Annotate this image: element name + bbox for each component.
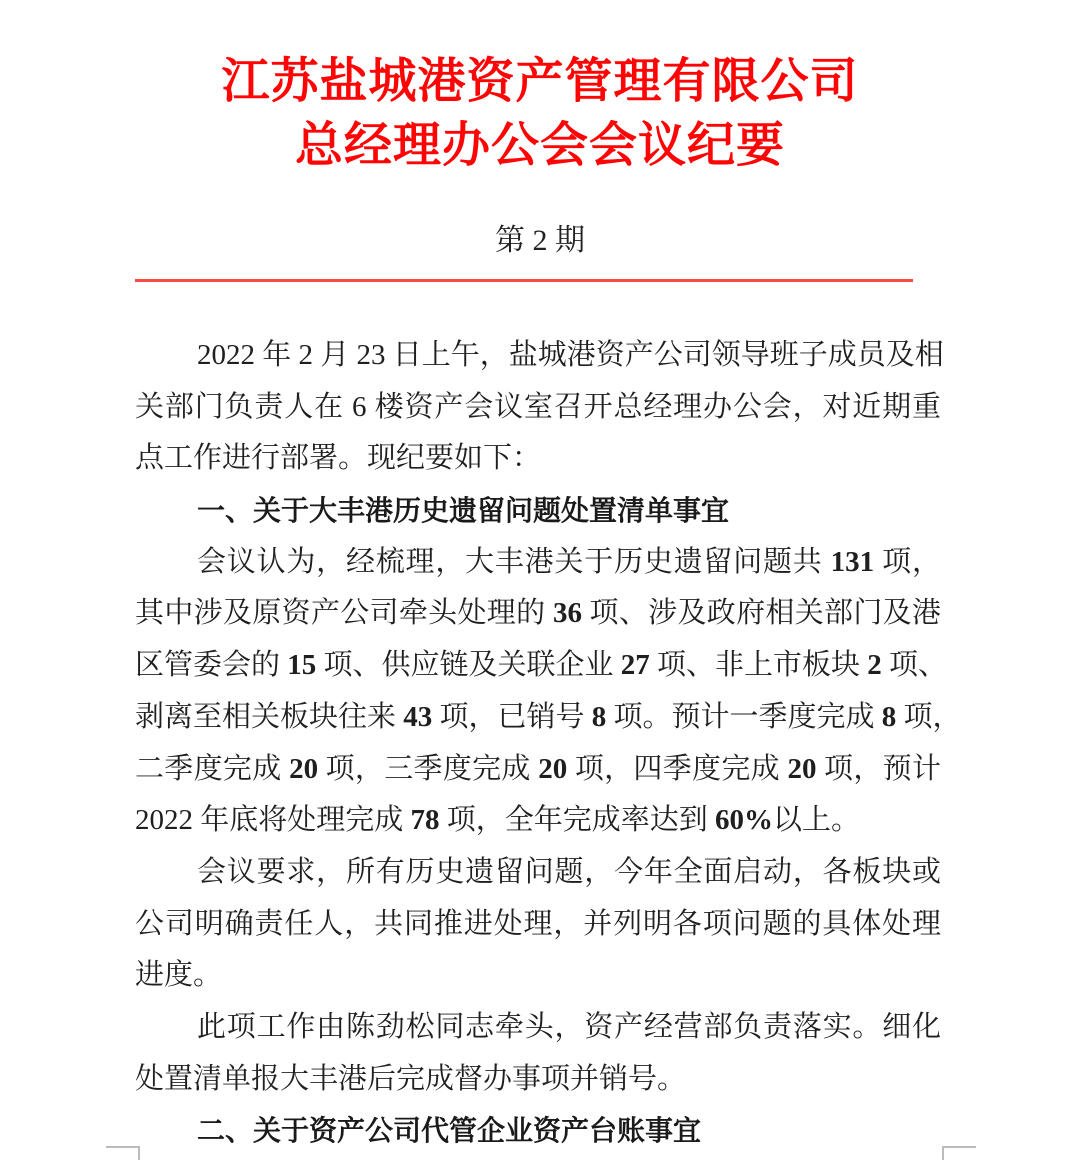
body-line: 2022 年底将处理完成 78 项，全年完成率达到 60%以上。 — [135, 804, 861, 837]
section-heading-1: 一、关于大丰港历史遗留问题处置清单事宜 — [197, 495, 730, 527]
body-line: 区管委会的 15 项、供应链及关联企业 27 项、非上市板块 2 项、 — [135, 649, 948, 682]
body-line: 点工作进行部署。现纪要如下： — [135, 442, 542, 475]
body-line: 公司明确责任人，共同推进处理，并列明各项问题的具体处理 — [135, 907, 941, 940]
issue-number: 第 2 期 — [495, 224, 585, 257]
body-line: 此项工作由陈劲松同志牵头，资产经营部负责落实。细化 — [197, 1010, 941, 1043]
body-line: 会议认为，经梳理，大丰港关于历史遗留问题共 131 项， — [197, 545, 941, 578]
body-line: 2022 年 2 月 23 日上午，盐城港资产公司领导班子成员及相 — [197, 339, 944, 371]
body-line: 处置清单报大丰港后完成督办事项并销号。 — [135, 1062, 687, 1095]
margin-corner-mark-left — [106, 1146, 140, 1160]
document-body — [135, 330, 962, 1157]
red-divider-line — [135, 279, 913, 282]
body-line: 剥离至相关板块往来 43 项，已销号 8 项。预计一季度完成 8 项， — [135, 700, 962, 733]
body-line: 其中涉及原资产公司牵头处理的 36 项、涉及政府相关部门及港 — [135, 597, 941, 630]
body-line: 关部门负责人在 6 楼资产会议室召开总经理办公会，对近期重 — [135, 390, 941, 423]
title-line-1: 江苏盐城港资产管理有限公司 — [221, 55, 859, 108]
body-line: 会议要求，所有历史遗留问题，今年全面启动，各板块或 — [197, 855, 941, 888]
margin-corner-mark-right — [942, 1146, 976, 1160]
section-heading-2: 二、关于资产公司代管企业资产台账事宜 — [197, 1115, 702, 1147]
body-line: 进度。 — [135, 959, 223, 992]
body-line: 二季度完成 20 项，三季度完成 20 项，四季度完成 20 项，预计 — [135, 752, 941, 785]
document-title — [0, 50, 1080, 178]
title-line-2: 总经理办公会会议纪要 — [294, 119, 785, 172]
